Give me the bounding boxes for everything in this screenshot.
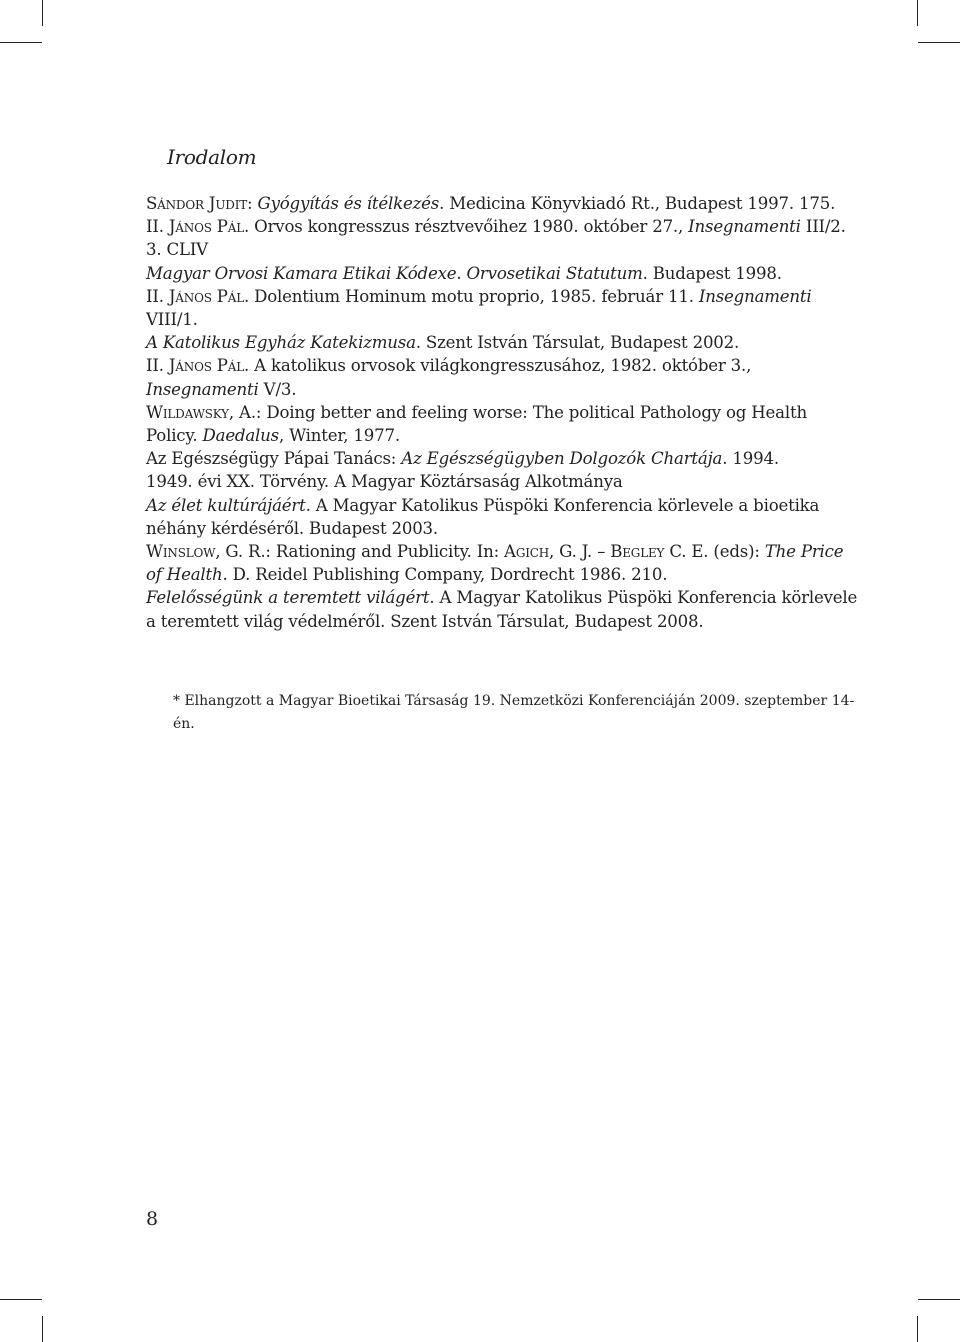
crop-mark-bottom-right [917,1316,918,1342]
reference-entry [146,215,858,261]
reference-text: : Rationing and Publicity. In: [265,542,505,562]
section-heading: Irodalom [167,145,257,169]
reference-text: Az Egészségügy Pápai Tanács: [146,449,402,469]
reference-text: II. [146,286,169,306]
reference-text: . Szent István Társulat, Budapest 2002. [415,333,740,353]
reference-entry [146,586,858,632]
reference-text: A Katolikus Egyház Katekizmusa [146,333,416,353]
reference-text: . 1994. [722,449,779,469]
reference-text: Az Egészségügyben Dolgozók Chartája [401,449,723,469]
reference-text: The Price of Health [146,542,844,585]
crop-mark-bottom-right [918,1299,960,1300]
reference-text: II. [146,356,169,376]
reference-text: . A Magyar Katolikus Püspöki Konferencia körlevele a teremtett világ védelméről. Szent István Társulat, Budapest 2008. [146,588,858,631]
reference-text: Magyar Orvosi Kamara Etikai Kódexe. Orvosetikai Statutum [146,263,643,283]
reference-text: Daedalus [202,426,279,446]
reference-text: Gyógyítás és ítélkezés [257,194,440,213]
reference-text: V/3. [258,379,297,399]
reference-text: Winslow, G. R. [146,542,266,562]
reference-text: . A Magyar Katolikus Püspöki Konferencia körlevele a bioetika néhány kérdéséről. Budapest 2003. [146,495,820,538]
crop-mark-top-left [0,42,42,43]
crop-mark-top-left [42,0,43,26]
reference-entry [146,470,858,493]
reference-text: János Pál [168,217,245,237]
reference-text: , Winter, 1977. [278,426,400,446]
reference-text: . Dolentium Hominum motu proprio, 1985. február 11. [244,286,699,306]
reference-entry [146,331,858,354]
crop-mark-bottom-left [42,1316,43,1342]
reference-text: Agich, G. J. [504,542,592,562]
reference-text: János Pál [168,286,245,306]
reference-entry [146,262,858,285]
reference-text: VIII/1. [146,310,198,330]
reference-text: Insegnamenti [688,217,801,237]
reference-text: . D. Reidel Publishing Company, Dordrecht 1986. 210. [222,565,668,585]
crop-mark-top-right [918,42,960,43]
reference-text: . Orvos kongresszus résztvevőihez 1980. október 27., [244,217,689,237]
reference-text: Begley C. E. [610,542,709,562]
reference-text: II. [146,217,169,237]
reference-entry [146,494,858,540]
reference-text: Wildawsky, A. [146,402,256,422]
reference-text: Felelősségünk a teremtett világért [146,588,430,608]
reference-entry [146,192,858,215]
reference-text: Az élet kultúrájáért [146,495,306,515]
crop-mark-bottom-left [0,1299,42,1300]
reference-text: . A katolikus orvosok világkongresszusához, 1982. október 3., [244,356,752,376]
reference-entry [146,401,858,447]
page-number: 8 [146,1208,159,1230]
reference-entry [146,354,858,400]
reference-text: . Medicina Könyvkiadó Rt., Budapest 1997. 175. [439,194,836,213]
reference-entry [146,285,858,331]
reference-list [146,192,858,633]
reference-text: (eds): [708,542,765,562]
reference-text: János Pál [168,356,245,376]
reference-entry [146,540,858,586]
footnote: * Elhangzott a Magyar Bioetikai Társaság 19. Nemzetközi Konferenciáján 2009. szeptember 14-én. [173,693,855,732]
reference-text: . Budapest 1998. [642,263,782,283]
reference-text: : [247,194,258,213]
reference-entry [146,447,858,470]
reference-text: Insegnamenti [146,379,259,399]
crop-mark-top-right [917,0,918,26]
reference-text: III/2. 3. CLIV [146,217,846,260]
reference-text: : Doing better and feeling worse: The political Pathology og Health Policy. [146,402,807,446]
reference-text: Insegnamenti [698,286,812,306]
reference-text: – [592,542,611,562]
reference-text: 1949. évi XX. Törvény. A Magyar Köztársaság Alkotmánya [146,472,623,492]
reference-text: Sándor Judit [146,194,248,213]
